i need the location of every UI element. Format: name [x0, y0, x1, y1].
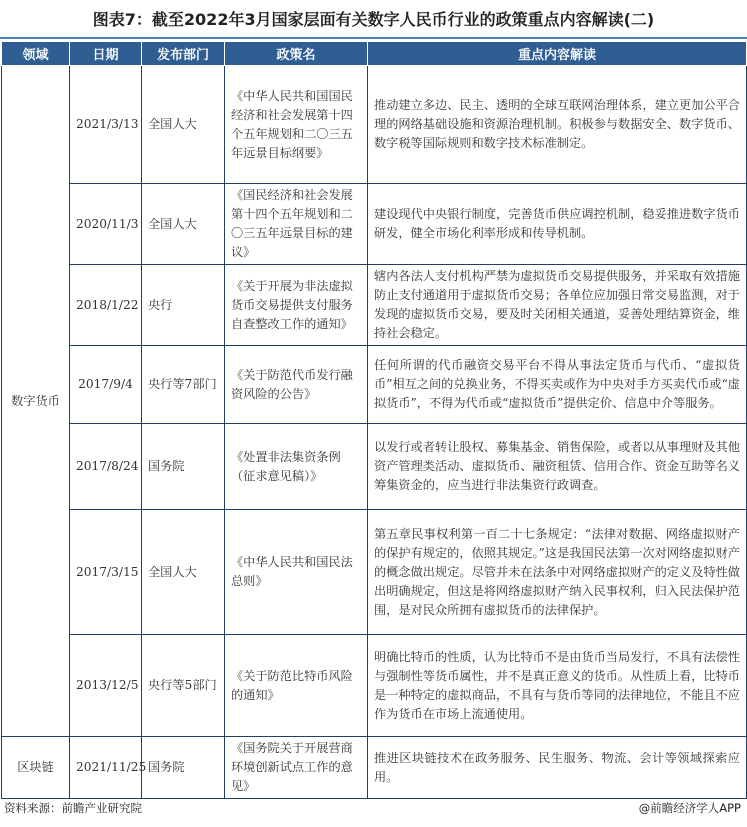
content-cell: 建设现代中央银行制度，完善货币供应调控机制，稳妥推进数字货币研发，健全市场化利率形成和传导机制。 [368, 184, 747, 265]
content-cell: 推进区块链技术在政务服务、民生服务、物流、会计等领域探索应用。 [368, 737, 747, 799]
policy-table [1, 41, 747, 799]
dept-cell: 全国人大 [142, 66, 225, 184]
header-field: 领域 [2, 42, 70, 66]
table-row [2, 66, 747, 184]
dept-cell: 国务院 [142, 737, 225, 799]
content-cell: 明确比特币的性质，认为比特币不是由货币当局发行，不具有法偿性与强制性等货币属性，并不是真正意义的货币。从性质上看，比特币是一种特定的虚拟商品，不具有与货币等同的法律地位，不能且不应作为货币在市场上流通使用。 [368, 635, 747, 737]
date-cell: 2021/3/13 [70, 66, 142, 184]
content-cell: 辖内各法人支付机构严禁为虚拟货币交易提供服务，并采取有效措施防止支付通道用于虚拟货币交易；各单位应加强日常交易监测，对于发现的虚拟货币交易，要及时关闭相关通道，妥善处理结算资金，维持社会稳定。 [368, 265, 747, 346]
dept-cell: 央行 [142, 265, 225, 346]
header-content: 重点内容解读 [368, 42, 747, 66]
date-cell: 2017/8/24 [70, 424, 142, 510]
title-underline [0, 37, 747, 39]
date-cell: 2017/9/4 [70, 346, 142, 424]
date-cell: 2018/1/22 [70, 265, 142, 346]
header-dept: 发布部门 [142, 42, 225, 66]
policy-cell: 《关于防范代币发行融资风险的公告》 [225, 346, 368, 424]
dept-cell: 全国人大 [142, 510, 225, 635]
policy-cell: 《中华人民共和国国民经济和社会发展第十四个五年规划和二〇三五年远景目标纲要》 [225, 66, 368, 184]
table-row [2, 265, 747, 346]
policy-cell: 《关于开展为非法虚拟货币交易提供支付服务自查整改工作的通知》 [225, 265, 368, 346]
header-date: 日期 [70, 42, 142, 66]
header-policy: 政策名 [225, 42, 368, 66]
footer [0, 797, 747, 819]
field-cell: 数字货币 [2, 66, 70, 737]
date-cell: 2020/11/3 [70, 184, 142, 265]
field-cell: 区块链 [2, 737, 70, 799]
policy-cell: 《关于防范比特币风险的通知》 [225, 635, 368, 737]
policy-cell: 《中华人民共和国民法总则》 [225, 510, 368, 635]
date-cell: 2013/12/5 [70, 635, 142, 737]
dept-cell: 国务院 [142, 424, 225, 510]
brand-credit: @前瞻经济学人APP [638, 801, 741, 815]
date-cell: 2017/3/15 [70, 510, 142, 635]
dept-cell: 全国人大 [142, 184, 225, 265]
content-cell: 第五章民事权利第一百二十七条规定：“法律对数据、网络虚拟财产的保护有规定的，依照其规定。”这是我国民法第一次对网络虚拟财产的概念做出规定。尽管并未在法条中对网络虚拟财产的定义及特性做出明确规定，但这是将网络虚拟财产纳入民事权利，归入民法保护范围，是对民众所拥有虚拟货币的法律保护。 [368, 510, 747, 635]
table-row [2, 346, 747, 424]
content-cell: 任何所谓的代币融资交易平台不得从事法定货币与代币、“虚拟货币”相互之间的兑换业务，不得买卖或作为中央对手方买卖代币或“虚拟货币”，不得为代币或“虚拟货币”提供定价、信息中介等服务。 [368, 346, 747, 424]
table-row [2, 424, 747, 510]
header-row [2, 42, 747, 66]
content-cell: 推动建立多边、民主、透明的全球互联网治理体系，建立更加公平合理的网络基础设施和资源治理机制。积极参与数据安全、数字货币、数字税等国际规则和数字技术标准制定。 [368, 66, 747, 184]
source-note: 资料来源：前瞻产业研究院 [4, 801, 142, 815]
policy-cell: 《国务院关于开展营商环境创新试点工作的意见》 [225, 737, 368, 799]
table-row [2, 184, 747, 265]
dept-cell: 央行等5部门 [142, 635, 225, 737]
table-row [2, 510, 747, 635]
dept-cell: 央行等7部门 [142, 346, 225, 424]
table-row [2, 737, 747, 799]
date-cell: 2021/11/25 [70, 737, 142, 799]
policy-cell: 《处置非法集资条例（征求意见稿）》 [225, 424, 368, 510]
table-row [2, 635, 747, 737]
page-title: 图表7：截至2022年3月国家层面有关数字人民币行业的政策重点内容解读(二) [92, 10, 655, 29]
policy-cell: 《国民经济和社会发展第十四个五年规划和二〇三五年远景目标的建议》 [225, 184, 368, 265]
content-cell: 以发行或者转让股权、募集基金、销售保险，或者以从事理财及其他资产管理类活动、虚拟货币、融资租赁、信用合作、资金互助等名义筹集资金的，应当进行非法集资行政调查。 [368, 424, 747, 510]
